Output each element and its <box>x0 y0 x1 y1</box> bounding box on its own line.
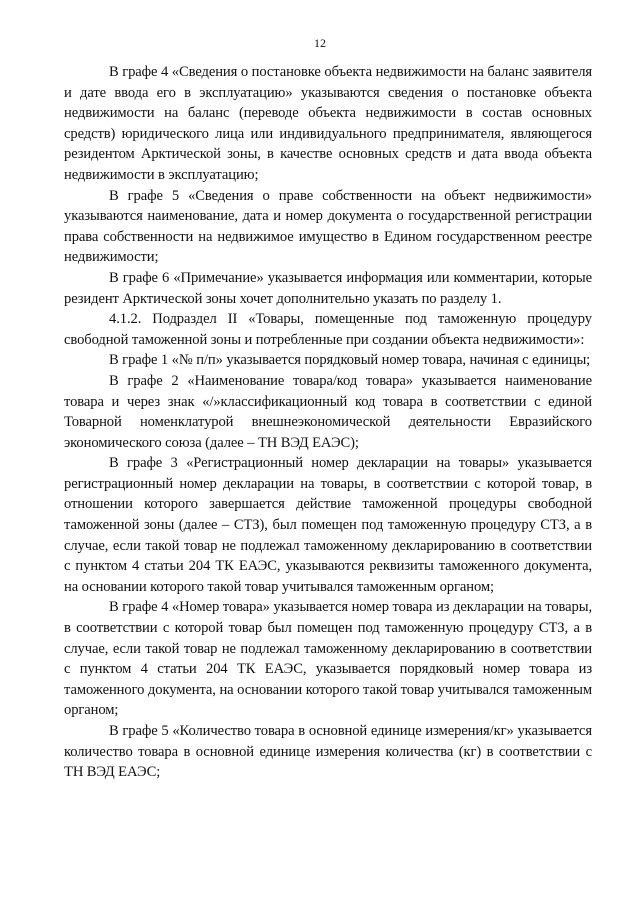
body-text <box>64 62 592 783</box>
paragraph-subsection-2-heading: 4.1.2. Подраздел II «Товары, помещенные под таможенную процедуру свободной таможенной зоны и потребленные при создании объекта недвижимости»: <box>64 311 592 348</box>
paragraph-grafa-1-number: В графе 1 «№ п/п» указывается порядковый номер товара, начиная с единицы; <box>109 352 591 369</box>
paragraph-grafa-5-quantity: В графе 5 «Количество товара в основной единице измерения/кг» указывается количество товара в основной единице измерения количества (кг) в соответствии с ТН ВЭД ЕАЭС; <box>64 723 592 781</box>
paragraph-grafa-5-ownership: В графе 5 «Сведения о праве собственности на объект недвижимости» указываются наименование, дата и номер документа о государственной регистрации права собственности на недвижимое имущество в Едином государственном реестре недвижимости; <box>64 187 592 266</box>
page-number: 12 <box>314 36 326 50</box>
paragraph-grafa-6-note: В графе 6 «Примечание» указывается информация или комментарии, которые резидент Арктической зоны хочет дополнительно указать по разделу 1. <box>64 269 592 307</box>
paragraph-grafa-3-declaration: В графе 3 «Регистрационный номер декларации на товары» указывается регистрационный номер декларации на товары, в соответствии с которой товар, в отношении которого завершается действие таможенной процедуры свободной таможенной зоны (далее – СТЗ), был помещен под таможенную процедуру СТЗ, а в случае, если такой товар не подлежал таможенному декларированию в соответствии с пунктом 4 статьи 204 ТК ЕАЭС, указываются реквизиты таможенного документа, на основании которого такой товар учитывался таможенным органом; <box>64 455 592 595</box>
paragraph-grafa-2-name-code: В графе 2 «Наименование товара/код товара» указывается наименование товара и через знак «/»классификационный код товара в соответствии с единой Товарной номенклатурой внешнеэкономической деятельности Евразийского экономического союза (далее – ТН ВЭД ЕАЭС); <box>64 372 592 451</box>
paragraph-grafa-4-balance: В графе 4 «Сведения о постановке объекта недвижимости на баланс заявителя и дате ввода его в эксплуатацию» указываются сведения о постановке объекта недвижимости на баланс (переводе объекта недвижимости в состав основных средств) юридического лица или индивидуального предпринимателя, являющегося резидентом Арктической зоны, в качестве основных средств и дата ввода объекта недвижимости в эксплуатацию; <box>64 64 592 183</box>
paragraph-grafa-4-goods-number: В графе 4 «Номер товара» указывается номер товара из декларации на товары, в соответствии с которой товар был помещен под таможенную процедуру СТЗ, а в случае, если такой товар не подлежал таможенному декларированию в соответствии с пунктом 4 статьи 204 ТК ЕАЭС, указывается порядковый номер товара из таможенного документа, на основании которого такой товар учитывался таможенным органом; <box>64 599 592 719</box>
